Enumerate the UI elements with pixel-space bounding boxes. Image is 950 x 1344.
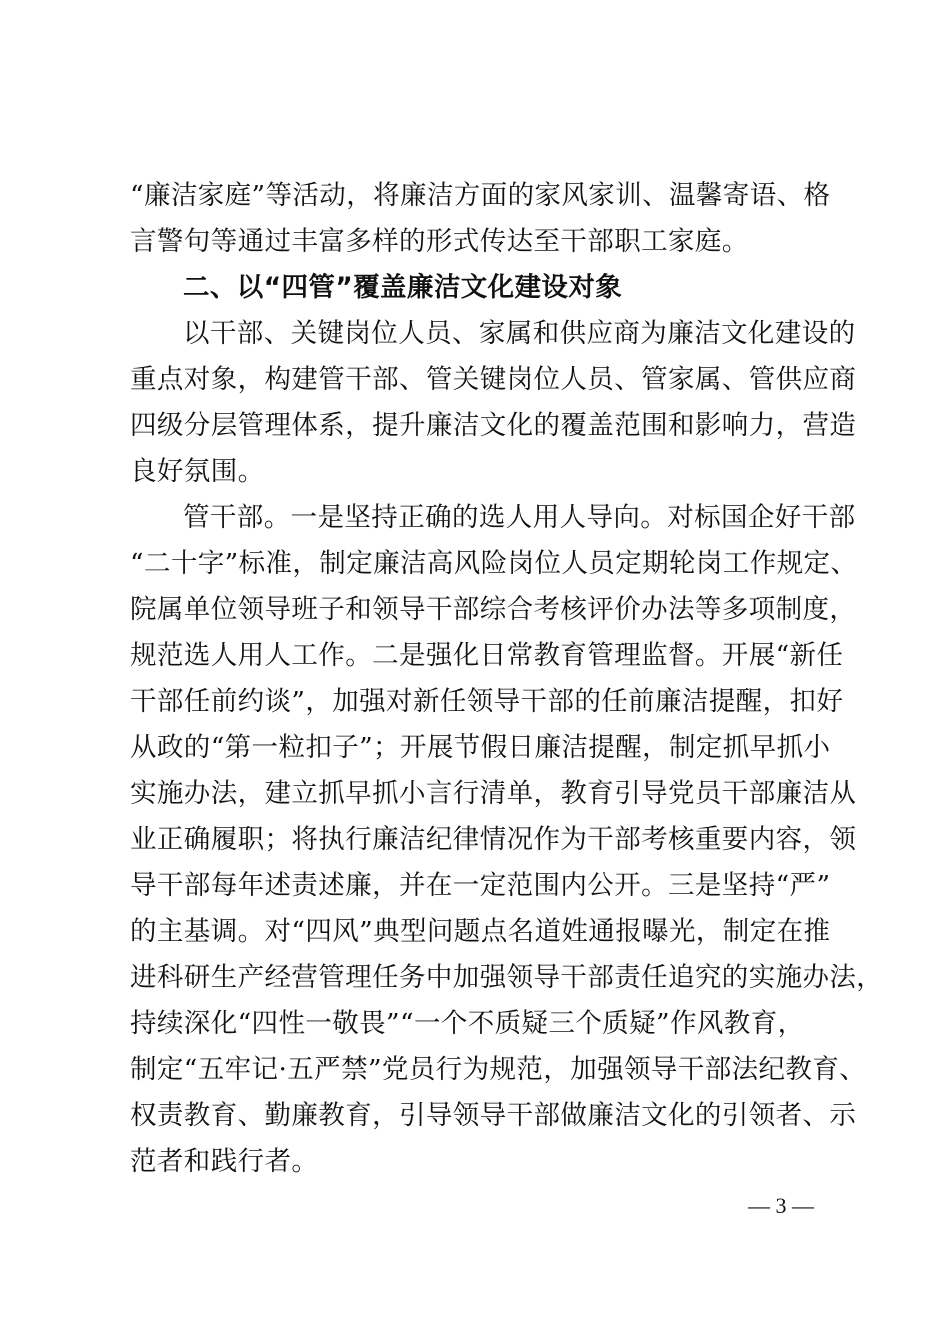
paragraph-scope-line-4: 良好氛围。 — [130, 456, 265, 487]
paragraph-cadres-line-10: 的主基调。对“四风”典型问题点名道姓通报曝光，制定在推 — [130, 916, 831, 947]
paragraph-cadres-line-2: “二十字”标准，制定廉洁高风险岗位人员定期轮岗工作规定、 — [130, 548, 858, 579]
paragraph-scope-line-2: 重点对象，构建管干部、管关键岗位人员、管家属、管供应商 — [130, 364, 857, 395]
paragraph-cadres-line-9: 导干部每年述责述廉，并在一定范围内公开。三是坚持“严” — [130, 870, 831, 901]
section-heading: 二、以“四管”覆盖廉洁文化建设对象 — [183, 272, 623, 303]
paragraph-cadres-line-4: 规范选人用人工作。二是强化日常教育管理监督。开展“新任 — [130, 640, 844, 671]
paragraph-cadres-line-8: 业正确履职；将执行廉洁纪律情况作为干部考核重要内容，领 — [130, 824, 857, 855]
paragraph-scope-line-3: 四级分层管理体系，提升廉洁文化的覆盖范围和影响力，营造 — [130, 410, 857, 441]
paragraph-cadres-line-12: 持续深化“四性一敬畏”“一个不质疑三个质疑”作风教育， — [130, 1008, 805, 1039]
paragraph-cadres-line-11: 进科研生产经营管理任务中加强领导干部责任追究的实施办法， — [130, 962, 884, 993]
paragraph-cadres-line-6: 从政的“第一粒扣子”；开展节假日廉洁提醒，制定抓早抓小 — [130, 732, 831, 763]
paragraph-intro-line-1: “廉洁家庭”等活动，将廉洁方面的家风家训、温馨寄语、格 — [130, 180, 831, 211]
paragraph-scope-line-1: 以干部、关键岗位人员、家属和供应商为廉洁文化建设的 — [183, 318, 856, 349]
paragraph-cadres-line-3: 院属单位领导班子和领导干部综合考核评价办法等多项制度， — [130, 594, 857, 625]
paragraph-cadres-line-5: 干部任前约谈”，加强对新任领导干部的任前廉洁提醒，扣好 — [130, 686, 844, 717]
paragraph-intro-line-2: 言警句等通过丰富多样的形式传达至干部职工家庭。 — [130, 226, 749, 257]
paragraph-cadres-line-7: 实施办法，建立抓早抓小言行清单，教育引导党员干部廉洁从 — [130, 778, 857, 809]
paragraph-cadres-line-14: 权责教育、勤廉教育，引导领导干部做廉洁文化的引领者、示 — [130, 1100, 857, 1131]
page-number: — 3 — — [748, 1193, 814, 1218]
paragraph-cadres-line-13: 制定“五牢记·五严禁”党员行为规范，加强领导干部法纪教育、 — [130, 1054, 867, 1085]
paragraph-cadres-line-1: 管干部。一是坚持正确的选人用人导向。对标国企好干部 — [183, 502, 856, 533]
paragraph-cadres-line-15: 范者和践行者。 — [130, 1146, 319, 1177]
